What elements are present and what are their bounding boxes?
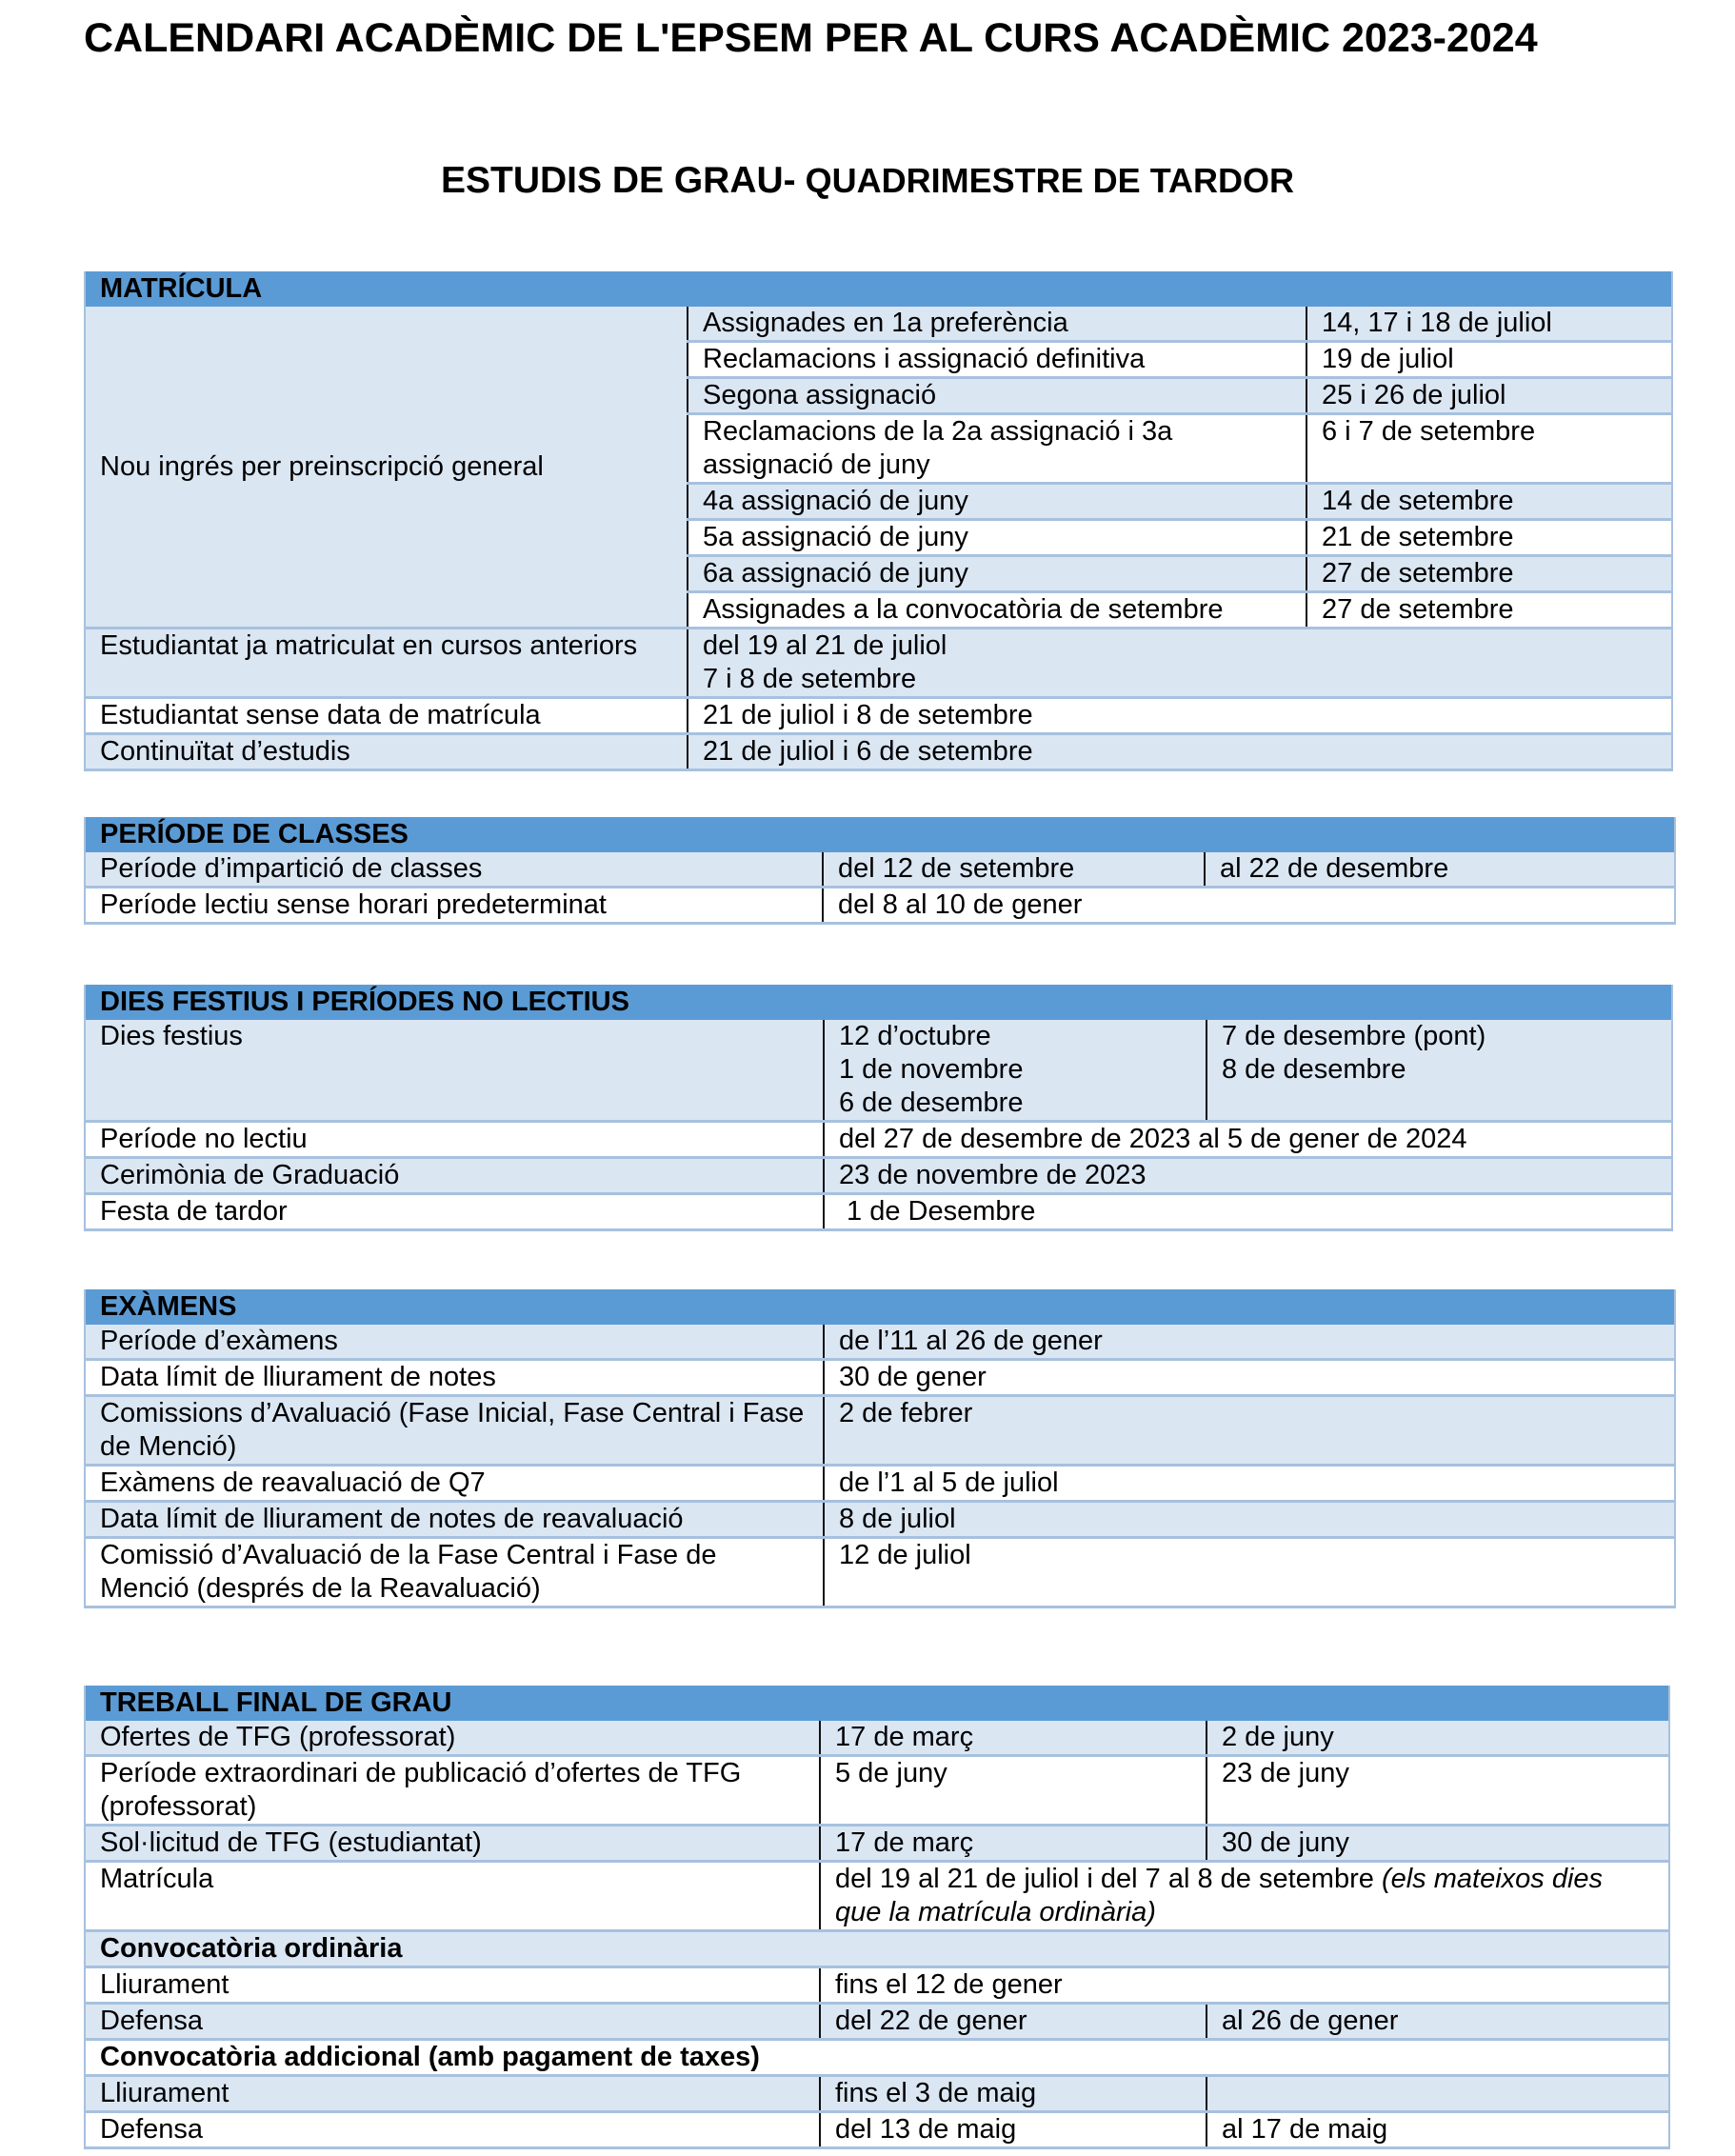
row-to: al 26 de gener bbox=[1207, 2004, 1669, 2040]
subtitle-rest: QUADRIMESTRE DE TARDOR bbox=[795, 161, 1295, 200]
row-value-line: 7 i 8 de setembre bbox=[703, 664, 917, 694]
row-value: 21 de juliol i 8 de setembre bbox=[688, 698, 1672, 734]
row-label: Ofertes de TFG (professorat) bbox=[85, 1721, 820, 1756]
row-label: Període no lectiu bbox=[85, 1122, 824, 1158]
dies-festius-label: Dies festius bbox=[85, 1020, 824, 1122]
assignacio-label: Segona assignació bbox=[688, 378, 1306, 414]
nou-ingres-label: Nou ingrés per preinscripció general bbox=[85, 307, 688, 629]
row-label: Cerimònia de Graduació bbox=[85, 1158, 824, 1194]
row-value: 21 de juliol i 6 de setembre bbox=[688, 734, 1672, 770]
row-to: 30 de juny bbox=[1207, 1826, 1669, 1862]
festiu-date: 7 de desembre (pont) bbox=[1222, 1021, 1486, 1051]
assignacio-label: Reclamacions de la 2a assignació i 3a assignació de juny bbox=[688, 414, 1306, 484]
assignacio-date: 27 de setembre bbox=[1306, 556, 1672, 592]
row-value: fins el 12 de gener bbox=[820, 1967, 1669, 2004]
dies-festius-col1 bbox=[824, 1020, 1207, 1122]
row-from: 17 de març bbox=[820, 1721, 1207, 1756]
row-value-line: del 19 al 21 de juliol bbox=[703, 630, 947, 661]
document-title: CALENDARI ACADÈMIC DE L'EPSEM PER AL CURS ACADÈMIC 2023-2024 bbox=[84, 15, 1538, 61]
classes-table bbox=[84, 817, 1676, 925]
subtitle-main: ESTUDIS DE GRAU- bbox=[440, 160, 796, 201]
document-subtitle bbox=[0, 160, 1735, 202]
convocatoria-ordinaria-title: Convocatòria ordinària bbox=[85, 1931, 1669, 1967]
row-label: Data límit de lliurament de notes bbox=[85, 1360, 824, 1396]
assignacio-date: 25 i 26 de juliol bbox=[1306, 378, 1672, 414]
row-label: Estudiantat ja matriculat en cursos anteriors bbox=[85, 629, 688, 698]
row-value: del 27 de desembre de 2023 al 5 de gener de 2024 bbox=[824, 1122, 1672, 1158]
tfg-matricula-label: Matrícula bbox=[85, 1862, 820, 1931]
festiu-date: 8 de desembre bbox=[1222, 1054, 1406, 1085]
festiu-date: 12 d’octubre bbox=[839, 1021, 991, 1051]
row-label: Comissió d’Avaluació de la Fase Central i Fase de Menció (després de la Reavaluació) bbox=[85, 1538, 824, 1607]
assignacio-date: 6 i 7 de setembre bbox=[1306, 414, 1672, 484]
row-label: Lliurament bbox=[85, 2076, 820, 2112]
row-label: Comissions d’Avaluació (Fase Inicial, Fase Central i Fase de Menció) bbox=[85, 1396, 824, 1466]
section-header-matricula: MATRÍCULA bbox=[85, 271, 1672, 307]
row-label: Defensa bbox=[85, 2112, 820, 2148]
assignacio-label: Reclamacions i assignació definitiva bbox=[688, 342, 1306, 378]
row-label: Període d’exàmens bbox=[85, 1325, 824, 1360]
row-to: al 22 de desembre bbox=[1205, 852, 1675, 888]
row-label: Festa de tardor bbox=[85, 1194, 824, 1230]
row-from: fins el 3 de maig bbox=[820, 2076, 1207, 2112]
row-label: Període d’impartició de classes bbox=[85, 852, 823, 888]
row-label: Data límit de lliurament de notes de reavaluació bbox=[85, 1502, 824, 1538]
row-value: de l’11 al 26 de gener bbox=[824, 1325, 1675, 1360]
row-label: Exàmens de reavaluació de Q7 bbox=[85, 1466, 824, 1502]
row-from: 5 de juny bbox=[820, 1756, 1207, 1826]
tfg-matricula-value bbox=[820, 1862, 1669, 1931]
row-from: del 8 al 10 de gener bbox=[823, 888, 1675, 924]
assignacio-label: 6a assignació de juny bbox=[688, 556, 1306, 592]
row-from: 17 de març bbox=[820, 1826, 1207, 1862]
row-label: Període lectiu sense horari predeterminat bbox=[85, 888, 823, 924]
section-header-classes: PERÍODE DE CLASSES bbox=[85, 817, 1675, 852]
row-from: del 13 de maig bbox=[820, 2112, 1207, 2148]
assignacio-label: 4a assignació de juny bbox=[688, 484, 1306, 520]
assignacio-date: 19 de juliol bbox=[1306, 342, 1672, 378]
row-label: Estudiantat sense data de matrícula bbox=[85, 698, 688, 734]
tfg-table bbox=[84, 1686, 1670, 2149]
festiu-date: 6 de desembre bbox=[839, 1088, 1024, 1118]
assignacio-date: 21 de setembre bbox=[1306, 520, 1672, 556]
festiu-date: 1 de novembre bbox=[839, 1054, 1024, 1085]
row-value: 12 de juliol bbox=[824, 1538, 1675, 1607]
row-label: Lliurament bbox=[85, 1967, 820, 2004]
tfg-matricula-note: (els mateixos dies que la matrícula ordinària) bbox=[835, 1864, 1604, 1927]
section-header-examens: EXÀMENS bbox=[85, 1289, 1675, 1325]
assignacio-date: 14 de setembre bbox=[1306, 484, 1672, 520]
row-from: del 22 de gener bbox=[820, 2004, 1207, 2040]
row-to: 23 de juny bbox=[1207, 1756, 1669, 1826]
row-value bbox=[688, 629, 1672, 698]
row-value: 30 de gener bbox=[824, 1360, 1675, 1396]
assignacio-label: Assignades a la convocatòria de setembre bbox=[688, 592, 1306, 629]
row-value: 2 de febrer bbox=[824, 1396, 1675, 1466]
row-label: Defensa bbox=[85, 2004, 820, 2040]
section-header-tfg: TREBALL FINAL DE GRAU bbox=[85, 1686, 1669, 1721]
row-label: Continuïtat d’estudis bbox=[85, 734, 688, 770]
row-to-empty bbox=[1207, 2076, 1669, 2112]
examens-table bbox=[84, 1289, 1676, 1608]
row-value: 1 de Desembre bbox=[824, 1194, 1672, 1230]
assignacio-date: 14, 17 i 18 de juliol bbox=[1306, 307, 1672, 342]
section-header-festius: DIES FESTIUS I PERÍODES NO LECTIUS bbox=[85, 985, 1672, 1020]
festius-table bbox=[84, 985, 1673, 1231]
assignacio-date: 27 de setembre bbox=[1306, 592, 1672, 629]
row-label: Sol·licitud de TFG (estudiantat) bbox=[85, 1826, 820, 1862]
row-value: de l’1 al 5 de juliol bbox=[824, 1466, 1675, 1502]
row-label: Període extraordinari de publicació d’ofertes de TFG (professorat) bbox=[85, 1756, 820, 1826]
assignacio-label: 5a assignació de juny bbox=[688, 520, 1306, 556]
dies-festius-col2 bbox=[1207, 1020, 1672, 1122]
assignacio-label: Assignades en 1a preferència bbox=[688, 307, 1306, 342]
tfg-matricula-dates: del 19 al 21 de juliol i del 7 al 8 de setembre bbox=[835, 1864, 1382, 1894]
convocatoria-addicional-title: Convocatòria addicional (amb pagament de taxes) bbox=[85, 2040, 1669, 2076]
row-to: 2 de juny bbox=[1207, 1721, 1669, 1756]
row-to: al 17 de maig bbox=[1207, 2112, 1669, 2148]
row-value: 23 de novembre de 2023 bbox=[824, 1158, 1672, 1194]
row-value: 8 de juliol bbox=[824, 1502, 1675, 1538]
row-from: del 12 de setembre bbox=[823, 852, 1205, 888]
matricula-table bbox=[84, 271, 1673, 771]
